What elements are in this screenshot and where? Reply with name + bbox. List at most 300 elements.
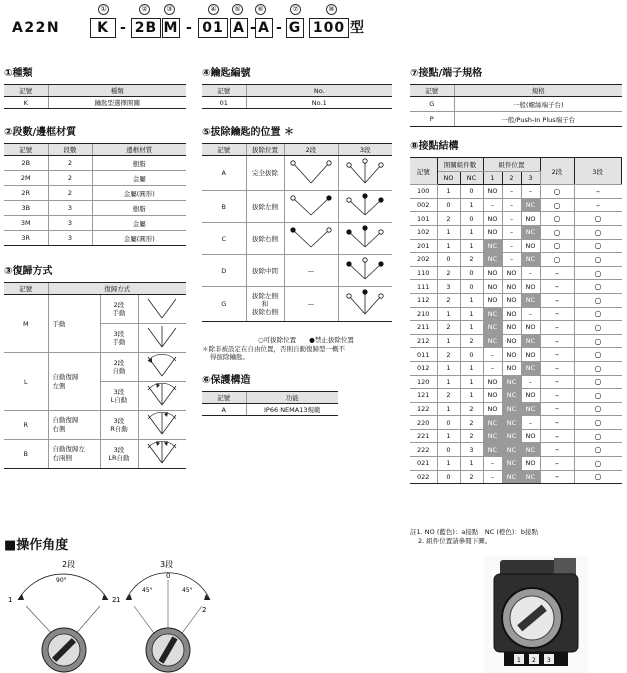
contact-row [410,185,622,199]
cell: M [4,295,48,353]
d3-line-r [180,606,202,636]
contact-row [410,321,622,335]
cell: 1 [460,307,483,321]
cell: NC [502,375,521,389]
cell: 1 [437,361,460,375]
sym-line [148,299,162,318]
d2-line-r [74,606,100,636]
cell: G [202,287,246,322]
removal-symbol [285,156,337,188]
model-dash-2: - [186,20,194,36]
cell: ○ [574,389,622,403]
dash: — [307,266,315,275]
sym-line [162,357,176,376]
cell: 0 [437,198,460,212]
contact-row [410,334,622,348]
th-code: 記號 [4,85,48,97]
cell: 2 [460,429,483,443]
cell: 一般(螺絲端子台) [454,97,622,112]
cell: 自動復歸 右側 [48,411,100,440]
cell: NO [483,266,502,280]
contact-row [410,402,622,416]
cell: NC [483,443,502,457]
cell: 100 [410,185,437,199]
removal-row [202,223,392,255]
removal-line [311,163,329,183]
cell: – [521,375,540,389]
blocked-dot [363,226,367,230]
cell: ○ [540,212,574,226]
circle-5: ⑤ [232,4,243,15]
blocked-dot [363,194,367,198]
cell: – [540,266,574,280]
cell: 0 [437,253,460,267]
cell: – [540,361,574,375]
cell: ○ [574,334,622,348]
cell: 2段 自動 [100,353,138,382]
model-dash-4: - [276,20,284,36]
cell: – [540,402,574,416]
cell: 0 [460,212,483,226]
sym-line [162,328,176,347]
blocked-dot [347,262,351,266]
sym-line [162,299,176,318]
d2-line-l [26,606,54,636]
cell: – [521,307,540,321]
cell: ○ [574,212,622,226]
d3-pos0: 0 [166,572,171,580]
removal-row [202,156,392,191]
cell: 2 [437,266,460,280]
cell: 完全拔除 [246,156,284,191]
cell: 金屬(圓形) [92,231,186,246]
sec5-title: ⑤拔除鑰匙的位置 ＊ [202,127,294,138]
sym-line [162,415,176,434]
cell: ○ [574,416,622,430]
cell: NC [483,429,502,443]
d3-line-l [134,606,156,636]
cell: 1 [460,293,483,307]
cell: 1 [437,239,460,253]
cell: – [540,457,574,471]
contact-row [410,361,622,375]
cell: 1 [437,225,460,239]
cell: – [540,307,574,321]
circle-8: ⑧ [326,4,337,15]
th-spec: 規格 [454,85,622,97]
contact-note-1: 註1. NO (藍色)：a接點 NC (橙色)：b接點 [410,528,539,536]
product-photo [484,556,588,673]
removal-legend: ○可拔除位置 ●禁止拔除位置 [258,336,354,344]
cell: ○ [540,198,574,212]
model-code-2: 2B [131,18,161,38]
block-1-label: 1 [517,657,521,664]
d3-pos1: 1 [116,596,121,604]
contact-row [410,212,622,226]
protection-table [202,391,338,416]
cell: IP66 NEMA13規範 [246,404,338,416]
cell: NO [502,348,521,362]
cell: 0 [460,266,483,280]
cell: 自動復歸左 右兩側 [48,440,100,469]
cell: 2 [437,348,460,362]
removal-symbol [339,156,391,188]
cell: – [483,348,502,362]
cell: 2 [48,156,92,171]
th-pos1: 1 [483,171,502,185]
sym-line [148,328,162,347]
reset-sym [140,382,184,408]
cell: NO [483,212,502,226]
cell: NC [521,361,540,375]
sym-line [148,386,162,405]
cell: ○ [574,293,622,307]
cell: 222 [410,443,437,457]
cell: ○ [574,253,622,267]
model-code-6: A [255,18,273,38]
removable-dot [379,294,383,298]
th-2: 2段 [284,144,338,156]
contact-row [410,443,622,457]
model-suffix: 型 [350,20,366,36]
sym-arc [148,354,176,361]
dash: — [307,300,315,308]
cell: 202 [410,253,437,267]
cell: 1 [437,429,460,443]
blocked-dot [291,228,295,232]
cell: 1 [437,185,460,199]
cell: NC [483,253,502,267]
cell: – [483,198,502,212]
cell-3stage [338,191,392,223]
cell: NC [521,198,540,212]
cell: 3B [4,201,48,216]
cell: ○ [574,443,622,457]
th-3stage: 3段 [574,158,622,185]
removal-symbol [285,191,337,220]
model-code-8: 100 [309,18,349,38]
cell: 221 [410,429,437,443]
sec2-title: ②段數/邊框材質 [4,127,77,138]
cell: 2 [437,293,460,307]
removal-line [293,163,311,183]
cell: NO [483,185,502,199]
th-stages: 段數 [48,144,92,156]
cell: 3段 L自動 [100,382,138,411]
cell: 2R [4,186,48,201]
cell: – [521,416,540,430]
th-code: 記號 [4,144,48,156]
cell: 220 [410,416,437,430]
stage-frame-table [4,143,186,246]
cell: B [4,440,48,469]
cell: 011 [410,348,437,362]
th-3: 3段 [338,144,392,156]
cell: 120 [410,375,437,389]
cell: 2 [460,253,483,267]
cell: – [540,416,574,430]
sec3-title: ③復歸方式 [4,266,53,277]
cell: NO [521,321,540,335]
cell: 022 [410,470,437,484]
contact-table [410,157,622,484]
cell: 1 [460,225,483,239]
cell: ○ [574,470,622,484]
cell-2stage [284,287,338,322]
contact-row [410,457,622,471]
cell: NC [502,457,521,471]
removal-row [202,255,392,287]
d2-angle: 90° [56,577,67,584]
th-pos: 拔除位置 [246,144,284,156]
cell-3stage [338,287,392,322]
cell: NC [483,334,502,348]
cell: NO [502,293,521,307]
cell: NC [521,470,540,484]
cell: – [540,321,574,335]
th-pos3: 3 [521,171,540,185]
cell: – [540,389,574,403]
cell: – [483,470,502,484]
removable-dot [291,161,295,165]
cell: ○ [574,307,622,321]
cell: C [202,223,246,255]
removal-line [293,230,311,247]
cell: 拔除中間 [246,255,284,287]
cell: G [410,97,454,112]
cell: ○ [574,280,622,294]
cell: 112 [410,293,437,307]
cell: 3 [48,201,92,216]
cell: NO [483,225,502,239]
cell: 3M [4,216,48,231]
cell: 2 [460,334,483,348]
key-removal-table [202,143,392,322]
circle-6: ⑥ [255,4,266,15]
cell: – [574,185,622,199]
cell: 1 [460,239,483,253]
cell: 2 [437,212,460,226]
cell: ○ [540,239,574,253]
th-code: 記號 [410,85,454,97]
cell: ○ [540,253,574,267]
th-code: 記號 [410,158,437,185]
contact-row [410,225,622,239]
cell: NC [502,402,521,416]
removal-line [365,165,381,183]
removable-dot [347,198,351,202]
cell: – [540,443,574,457]
th-reset: 復歸方式 [48,283,186,295]
cell: – [502,253,521,267]
cell: 01 [202,97,246,109]
contact-row [410,429,622,443]
cell: NO [502,334,521,348]
d2-label: 2段 [62,560,76,569]
cell: 金屬(圓形) [92,186,186,201]
th-count: 開關組件數 [437,158,483,172]
th-func: 功能 [246,392,338,404]
cell: 1 [460,457,483,471]
sym-line [148,415,162,434]
contact-row [410,266,622,280]
removal-line [349,264,365,279]
model-code-5: A [230,18,248,38]
cell: – [540,429,574,443]
cell: – [521,266,540,280]
cell: L [4,353,48,411]
d2-pos2: 2 [112,596,117,604]
removal-line [349,165,365,183]
contact-row [410,348,622,362]
cell: 0 [437,443,460,457]
cell: NC [483,239,502,253]
d2-pos1: 1 [8,596,13,604]
cell: 3 [437,280,460,294]
cell: NO [521,348,540,362]
cell: – [574,198,622,212]
contact-row [410,389,622,403]
th-2stage: 2段 [540,158,574,185]
removable-dot [347,163,351,167]
cell: NC [521,443,540,457]
cell: 101 [410,212,437,226]
th-nc: NC [460,171,483,185]
contact-note-2: 2. 組件位置請參閱下圖。 [418,537,492,545]
cell: 2段 手動 [100,295,138,324]
cell: D [202,255,246,287]
cell: 拔除左側 [246,191,284,223]
contact-row [410,198,622,212]
cell: 102 [410,225,437,239]
contact-row [410,253,622,267]
cell: NC [483,416,502,430]
cell: NC [502,389,521,403]
cell: NO [483,389,502,403]
model-code [12,4,372,40]
cell: ○ [574,457,622,471]
cell: 金屬 [92,171,186,186]
cell: 1 [437,457,460,471]
cell: 210 [410,307,437,321]
removal-symbol [339,191,391,220]
th-no: NO [437,171,460,185]
cell: – [540,470,574,484]
contact-row [410,239,622,253]
sec1-title: ①種類 [4,68,33,79]
cell: ○ [540,185,574,199]
removable-dot [363,159,367,163]
cell-3stage [338,223,392,255]
cell: – [502,212,521,226]
th-code: 記號 [4,283,48,295]
cell: 1 [437,402,460,416]
block-2-label: 2 [532,657,536,664]
cell: 手動 [48,295,100,353]
cell: ○ [574,266,622,280]
removable-dot [291,196,295,200]
cell: NC [483,307,502,321]
cell: NO [521,429,540,443]
cell: P [410,112,454,127]
th-pos2: 2 [502,171,521,185]
cell: 212 [410,334,437,348]
sym-line [162,444,176,463]
removable-dot [379,163,383,167]
cell: – [521,185,540,199]
removal-line [349,232,365,247]
cell: – [502,185,521,199]
th-type: 種類 [48,85,186,97]
cell: 1 [437,307,460,321]
removal-note-2: 得拔除鑰匙。 [210,353,249,361]
cell: 021 [410,457,437,471]
cell: – [540,280,574,294]
cell: NC [521,402,540,416]
cell: 2B [4,156,48,171]
cell: NC [483,321,502,335]
removal-line [349,296,365,314]
cell: 3 [460,443,483,457]
reset-sym [140,324,184,350]
cell: A [202,404,246,416]
cell: 0 [437,416,460,430]
circle-3: ③ [164,4,175,15]
cell: 2 [460,416,483,430]
blocked-dot [379,262,383,266]
contact-row [410,470,622,484]
cell: 2M [4,171,48,186]
sym-line [148,444,162,463]
cell: 鑰匙型選擇開關 [48,97,186,109]
cell: 201 [410,239,437,253]
cell: – [483,361,502,375]
blocked-dot [347,230,351,234]
blocked-dot [327,196,331,200]
key-number-table [202,84,392,109]
sec4-title: ④鑰匙編號 [202,68,251,79]
cell: NC [521,293,540,307]
cell: ○ [574,348,622,362]
reset-method-table [4,282,186,469]
contact-row [410,307,622,321]
removal-line [365,232,381,247]
cell: 3段 手動 [100,324,138,353]
cell: A [202,156,246,191]
cell: – [540,348,574,362]
reset-sym [140,295,184,321]
cell: 110 [410,266,437,280]
removal-line [293,198,311,215]
cell: 3R [4,231,48,246]
cell: 0 [460,348,483,362]
cell: 金屬 [92,216,186,231]
removal-symbol [339,255,391,284]
contact-row [410,280,622,294]
th-code: 記號 [202,392,246,404]
contact-row [410,416,622,430]
cell: NC [502,429,521,443]
cell: NO [521,212,540,226]
cell: ○ [540,225,574,239]
cell: NO [502,361,521,375]
model-dash-1: - [120,20,128,36]
cell: 3 [48,231,92,246]
sec6-title: ⑥保護構造 [202,375,251,386]
removable-dot [327,228,331,232]
cell: 2 [437,389,460,403]
removal-line [365,200,381,215]
